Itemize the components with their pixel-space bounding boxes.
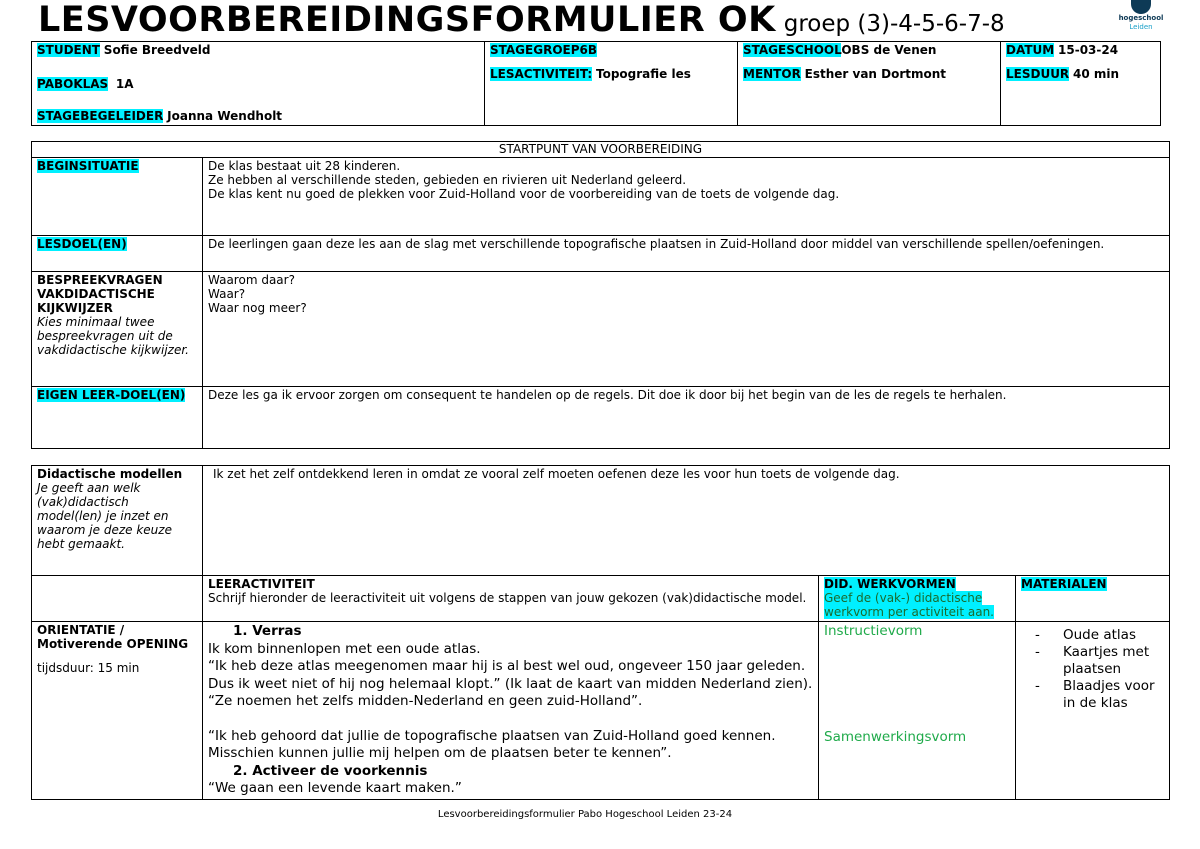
didactisch-label: Didactische modellen — [37, 467, 183, 481]
lesplan-table — [31, 465, 1170, 800]
startpunt-table — [31, 141, 1170, 449]
logo-line1: hogeschool — [1118, 14, 1164, 22]
logo-mark-icon — [1131, 0, 1151, 14]
student-label: STUDENT — [37, 43, 100, 57]
materiaal-item: - Blaadjes voor in de klas — [1021, 678, 1164, 712]
eigen-text: Deze les ga ik ervoor zorgen om consequent te handelen op de regels. Dit doe ik door bij het begin van de les de regels te herhalen. — [203, 387, 1170, 449]
leeractiviteit-hint: Schrijf hieronder de leeractiviteit uit volgens de stappen van jouw gekozen (vak)didactische model. — [208, 591, 807, 605]
beginsituatie-text — [203, 158, 1170, 236]
materialen-list — [1021, 627, 1164, 712]
lesactiviteit-value: Topografie les — [596, 66, 691, 81]
beginsituatie-label-cell — [32, 158, 203, 236]
werkvormen-hint: Geef de (vak-) didactische werkvorm per activiteit aan. — [824, 591, 994, 619]
bespreek-line: Waar? — [208, 287, 246, 301]
bespreek-text — [203, 272, 1170, 387]
step2-title: 2. Activeer de voorkennis — [233, 762, 428, 779]
step1-line: Ik kom binnenlopen met een oude atlas. — [208, 640, 481, 657]
step2-line: “We gaan een levende kaart maken.” — [208, 780, 462, 796]
startpunt-heading: STARTPUNT VAN VOORBEREIDING — [32, 142, 1170, 158]
stageschool-cell — [738, 42, 1001, 66]
lesdoel-label-cell — [32, 236, 203, 272]
materialen-label: MATERIALEN — [1021, 577, 1107, 591]
step1-line: “Ik heb gehoord dat jullie de topografische plaatsen van Zuid-Holland goed kennen. Misschien kunnen jullie mij helpen om de plaatsen beter te kennen”. — [208, 727, 776, 761]
paboklas-value: 1A — [115, 76, 134, 91]
bespreek-label-cell — [32, 272, 203, 387]
group-subtitle: groep (3)-4-5-6-7-8 — [783, 11, 1005, 37]
lesactiviteit-label: LESACTIVITEIT: — [490, 66, 593, 81]
stagebegeleider-value: Joanna Wendholt — [167, 108, 283, 123]
bespreek-hint: Kies minimaal twee bespreekvragen uit de vakdidactische kijkwijzer. — [37, 315, 189, 357]
leeractiviteit-content — [203, 622, 819, 800]
lesactiviteit-cell — [485, 66, 738, 126]
page-footer: Lesvoorbereidingsformulier Pabo Hogeschool Leiden 23-24 — [437, 809, 733, 820]
paboklas-label: PABOKLAS — [37, 76, 109, 91]
lesdoel-text: De leerlingen gaan deze les aan de slag met verschillende topografische plaatsen in Zuid-Holland door middel van verschillende spellen/oefeningen. — [203, 236, 1170, 272]
lesdoel-label: LESDOEL(EN) — [37, 237, 127, 251]
werkvormen-content — [819, 622, 1016, 800]
empty-cell — [32, 576, 203, 622]
werkvormen-header — [819, 576, 1016, 622]
materiaal-item: - Oude atlas — [1021, 627, 1164, 644]
bespreek-label: BESPREEKVRAGEN VAKDIDACTISCHE KIJKWIJZER — [37, 273, 163, 315]
materialen-header — [1016, 576, 1170, 622]
form-title: LESVOORBEREIDINGSFORMULIER OK — [38, 0, 776, 40]
didactisch-hint: Je geeft aan welk (vak)didactisch model(len) je inzet en waarom je deze keuze hebt gemaakt. — [37, 481, 172, 551]
eigen-label-cell — [32, 387, 203, 449]
student-value: Sofie Breedveld — [103, 43, 211, 57]
materiaal-item: - Kaartjes met plaatsen — [1021, 644, 1164, 678]
beginsituatie-line: Ze hebben al verschillende steden, gebieden en rivieren uit Nederland geleerd. — [208, 173, 687, 187]
bespreek-line: Waar nog meer? — [208, 301, 307, 315]
eigen-label: EIGEN LEER-DOEL(EN) — [37, 388, 186, 402]
stagebegeleider-cell — [32, 106, 485, 126]
werkvorm-instructie: Instructievorm — [824, 623, 923, 639]
stagegroep-value: 6B — [579, 43, 598, 57]
didactisch-label-cell — [32, 466, 203, 576]
beginsituatie-label: BEGINSITUATIE — [37, 159, 139, 173]
datum-value: 15-03-24 — [1058, 43, 1119, 57]
werkvorm-samenwerking: Samenwerkingsvorm — [824, 728, 967, 745]
mentor-cell — [738, 66, 1001, 126]
stagegroep-label: STAGEGROEP — [490, 43, 580, 57]
stageschool-value: OBS de Venen — [841, 43, 937, 57]
stagegroep-cell — [485, 42, 738, 66]
orientatie-label: ORIENTATIE / Motiverende OPENING — [37, 623, 189, 651]
orientatie-cell — [32, 622, 203, 800]
student-cell — [32, 42, 485, 66]
page-title — [38, 0, 1005, 44]
datum-cell — [1001, 42, 1161, 66]
materialen-content — [1016, 622, 1170, 800]
bespreek-line: Waarom daar? — [208, 273, 295, 287]
tijdsduur: tijdsduur: 15 min — [37, 661, 140, 675]
didactisch-text: Ik zet het zelf ontdekkend leren in omdat ze vooral zelf moeten oefenen deze les voor hun toets de volgende dag. — [203, 466, 1170, 576]
school-logo — [1118, 0, 1164, 36]
lesduur-value: 40 min — [1073, 66, 1120, 81]
mentor-label: MENTOR — [743, 66, 801, 81]
lesduur-cell — [1001, 66, 1161, 126]
mentor-value: Esther van Dortmont — [804, 66, 947, 81]
logo-line2: Leiden — [1129, 23, 1153, 31]
paboklas-cell — [32, 66, 485, 106]
info-table — [31, 41, 1161, 126]
stagebegeleider-label: STAGEBEGELEIDER — [37, 108, 164, 123]
stageschool-label: STAGESCHOOL — [743, 43, 842, 57]
beginsituatie-line: De klas bestaat uit 28 kinderen. — [208, 159, 401, 173]
beginsituatie-line: De klas kent nu goed de plekken voor Zuid-Holland voor de voorbereiding van de toets de volgende dag. — [208, 187, 840, 201]
werkvormen-label: DID. WERKVORMEN — [824, 577, 956, 591]
leeractiviteit-header — [203, 576, 819, 622]
step1-title: 1. Verras — [233, 623, 302, 639]
step1-line: “Ik heb deze atlas meegenomen maar hij is al best wel oud, ongeveer 150 jaar geleden. Dus ik weet niet of hij nog helemaal klopt.” (Ik laat de kaart van midden Nederland zien). “Ze noemen het zelfs midden-Nederland en geen zuid-Holland”. — [208, 658, 813, 709]
lesduur-label: LESDUUR — [1006, 66, 1070, 81]
datum-label: DATUM — [1006, 43, 1055, 57]
leeractiviteit-label: LEERACTIVITEIT — [208, 577, 315, 591]
